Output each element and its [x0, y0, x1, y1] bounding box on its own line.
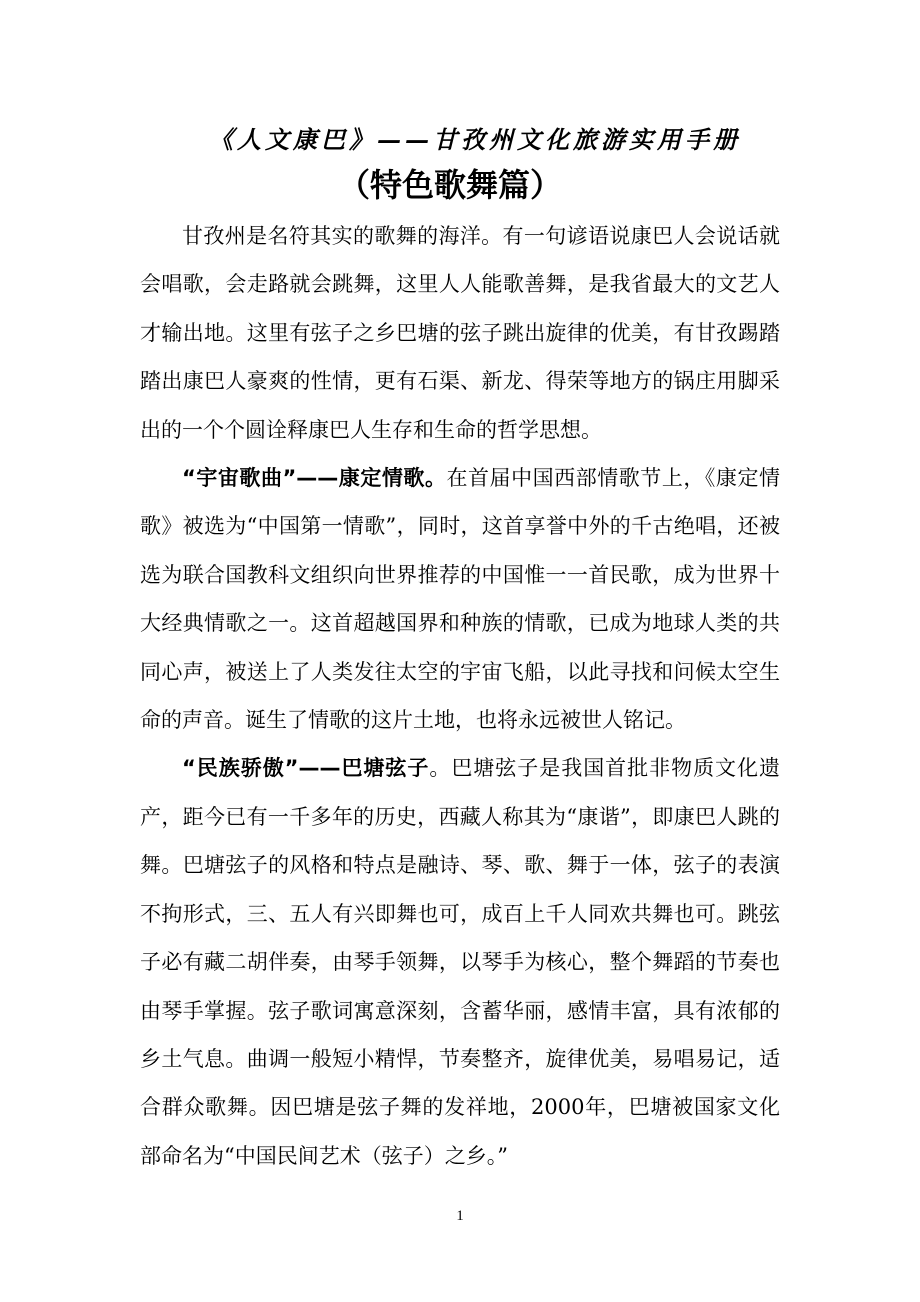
document-body: [140, 212, 780, 1180]
page-number: 1: [456, 1208, 464, 1224]
paragraph-heading: “民族骄傲”——巴塘弦子: [182, 756, 430, 781]
paragraph-text: 。巴塘弦子是我国首批非物质文化遗产，距今已有一千多年的历史，西藏人称其为“康谐”，即康巴人跳的舞。巴塘弦子的风格和特点是融诗、琴、歌、舞于一体，弦子的表演不拘形式，三、五人有兴即舞也可，成百上千人同欢共舞也可。跳弦子必有藏二胡伴奏，由琴手领舞，以琴手为核心，整个舞蹈的节奏也由琴手掌握。弦子歌词寓意深刻，含蓄华丽，感情丰富，具有浓郁的乡土气息。曲调一般短小精悍，节奏整齐，旋律优美，易唱易记，适合群众歌舞。因巴塘是弦子舞的发祥地，2000年，巴塘被国家文化部命名为“中国民间艺术（弦子）之乡。”: [140, 756, 780, 1168]
paragraph-heading: “宇宙歌曲”——康定情歌。: [182, 466, 447, 491]
paragraph-intro: [140, 212, 780, 454]
document-title: 《人文康巴》——甘孜州文化旅游实用手册: [209, 125, 741, 154]
paragraph-kangding-love-song: [140, 454, 780, 744]
document-subtitle: （特色歌舞篇）: [337, 166, 562, 204]
paragraph-text: 甘孜州是名符其实的歌舞的海洋。有一句谚语说康巴人会说话就会唱歌，会走路就会跳舞，这里人人能歌善舞，是我省最大的文艺人才输出地。这里有弦子之乡巴塘的弦子跳出旋律的优美，有甘孜踢踏踏出康巴人豪爽的性情，更有石渠、新龙、得荣等地方的锅庄用脚采出的一个个圆诠释康巴人生存和生命的哲学思想。: [140, 224, 780, 442]
paragraph-text: 在首届中国西部情歌节上，《康定情歌》被选为“中国第一情歌”，同时，这首享誉中外的千古绝唱，还被选为联合国教科文组织向世界推荐的中国惟一一首民歌，成为世界十大经典情歌之一。这首超越国界和种族的情歌，已成为地球人类的共同心声，被送上了人类发往太空的宇宙飞船，以此寻找和问候太空生命的声音。诞生了情歌的这片土地，也将永远被世人铭记。: [140, 466, 780, 733]
paragraph-batang-xianzi: [140, 744, 780, 1180]
